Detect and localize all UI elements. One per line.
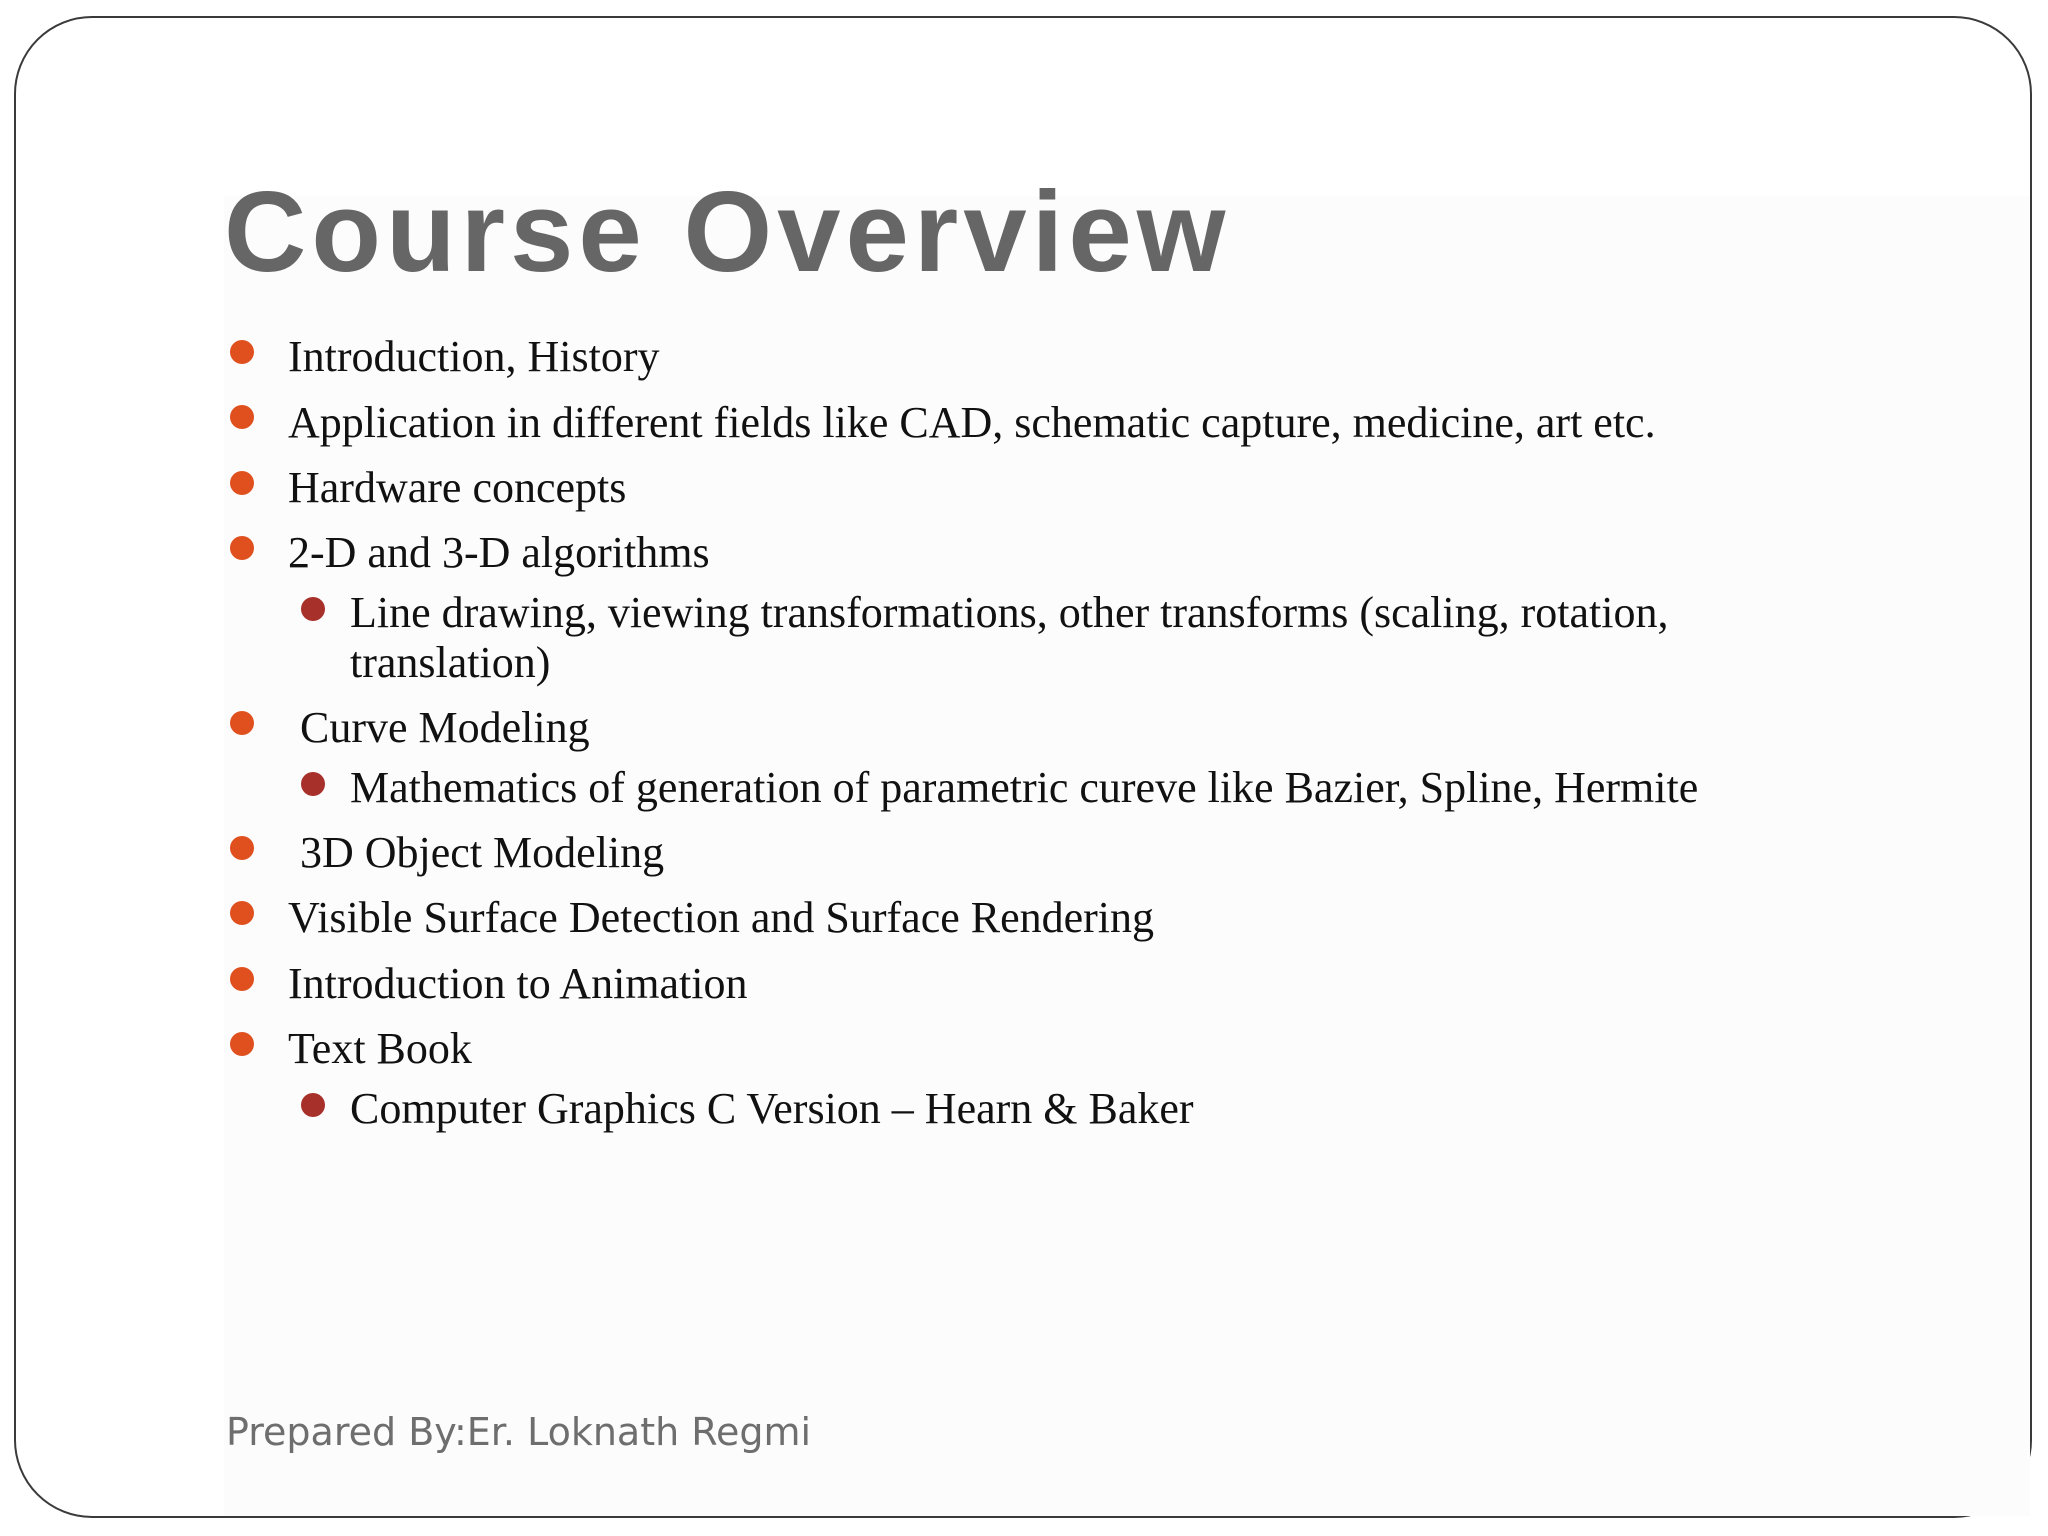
slide-title: Course Overview bbox=[224, 169, 1231, 296]
bullet-icon bbox=[230, 836, 254, 860]
bullet-icon bbox=[230, 901, 254, 925]
bullet-text: Computer Graphics C Version – Hearn & Baker bbox=[350, 1084, 1194, 1133]
sub-bullet-icon bbox=[301, 1093, 325, 1117]
bullet-text: Visible Surface Detection and Surface Rendering bbox=[288, 893, 1155, 942]
bullet-icon bbox=[230, 405, 254, 429]
bullet-icon bbox=[230, 967, 254, 991]
bullet-text: Hardware concepts bbox=[288, 463, 627, 512]
bullet-text: Introduction, History bbox=[288, 332, 660, 381]
bullet-icon bbox=[230, 1032, 254, 1056]
bullet-text: Line drawing, viewing transformations, other transforms (scaling, rotation, bbox=[350, 588, 1669, 637]
bullet-text: Curve Modeling bbox=[300, 703, 590, 752]
bullet-icon bbox=[230, 536, 254, 560]
bullet-icon bbox=[230, 471, 254, 495]
sub-bullet-icon bbox=[301, 597, 325, 621]
bullet-icon bbox=[230, 711, 254, 735]
bullet-text: Mathematics of generation of parametric cureve like Bazier, Spline, Hermite bbox=[350, 763, 1699, 812]
bullet-icon bbox=[230, 340, 254, 364]
bullet-text-continuation: translation) bbox=[350, 638, 551, 687]
sub-bullet-icon bbox=[301, 772, 325, 796]
bullet-text: 2-D and 3-D algorithms bbox=[288, 528, 710, 577]
bullet-text: Introduction to Animation bbox=[288, 959, 748, 1008]
footer-prepared-by: Prepared By:Er. Loknath Regmi bbox=[226, 1410, 812, 1454]
bullet-text: Text Book bbox=[288, 1024, 472, 1073]
bullet-text: Application in different fields like CAD, schematic capture, medicine, art etc. bbox=[288, 398, 1656, 447]
bullet-text: 3D Object Modeling bbox=[300, 828, 665, 877]
